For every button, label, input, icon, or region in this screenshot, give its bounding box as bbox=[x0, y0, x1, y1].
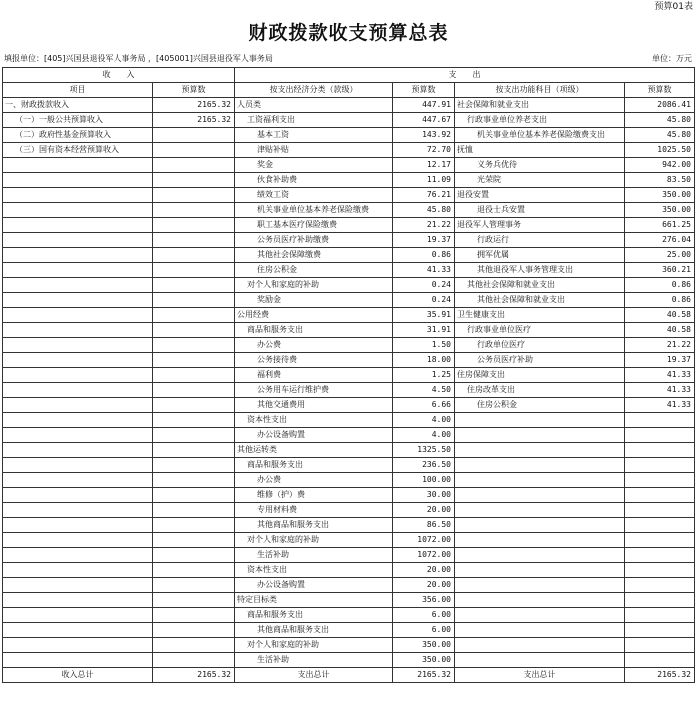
func-item: 退役军人管理事务 bbox=[455, 218, 625, 233]
econ-amount: 1325.50 bbox=[393, 443, 455, 458]
econ-item: 公用经费 bbox=[235, 308, 393, 323]
income-amount bbox=[153, 203, 235, 218]
econ-amount: 356.00 bbox=[393, 593, 455, 608]
table-row bbox=[3, 623, 695, 638]
table-row bbox=[3, 488, 695, 503]
func-item bbox=[455, 473, 625, 488]
income-amount bbox=[153, 323, 235, 338]
func-amount bbox=[625, 413, 695, 428]
econ-item: 商品和服务支出 bbox=[235, 458, 393, 473]
econ-item: 公务接待费 bbox=[235, 353, 393, 368]
income-item bbox=[3, 353, 153, 368]
table-row bbox=[3, 533, 695, 548]
income-item bbox=[3, 308, 153, 323]
income-item bbox=[3, 278, 153, 293]
col-header-func: 按支出功能科目（项级） bbox=[455, 83, 625, 98]
econ-amount: 1072.00 bbox=[393, 533, 455, 548]
econ-item: 奖金 bbox=[235, 158, 393, 173]
income-amount bbox=[153, 398, 235, 413]
func-item: 其他社会保障和就业支出 bbox=[455, 278, 625, 293]
econ-amount: 143.92 bbox=[393, 128, 455, 143]
func-item: 其他退役军人事务管理支出 bbox=[455, 263, 625, 278]
table-row bbox=[3, 218, 695, 233]
func-amount bbox=[625, 653, 695, 668]
income-amount bbox=[153, 188, 235, 203]
func-total-label: 支出总计 bbox=[455, 668, 625, 683]
income-item bbox=[3, 443, 153, 458]
table-row bbox=[3, 323, 695, 338]
func-amount: 2086.41 bbox=[625, 98, 695, 113]
func-amount: 350.00 bbox=[625, 188, 695, 203]
income-amount bbox=[153, 353, 235, 368]
income-item bbox=[3, 518, 153, 533]
income-item bbox=[3, 383, 153, 398]
econ-item: 办公设备购置 bbox=[235, 578, 393, 593]
econ-amount: 447.91 bbox=[393, 98, 455, 113]
econ-item: 专用材料费 bbox=[235, 503, 393, 518]
func-item bbox=[455, 653, 625, 668]
col-header-econ-budget: 预算数 bbox=[393, 83, 455, 98]
income-item bbox=[3, 533, 153, 548]
econ-item: 办公费 bbox=[235, 473, 393, 488]
income-amount: 2165.32 bbox=[153, 113, 235, 128]
func-item: 光荣院 bbox=[455, 173, 625, 188]
econ-item: 商品和服务支出 bbox=[235, 608, 393, 623]
econ-item: 生活补助 bbox=[235, 653, 393, 668]
income-amount bbox=[153, 578, 235, 593]
func-item bbox=[455, 533, 625, 548]
table-row bbox=[3, 203, 695, 218]
income-amount bbox=[153, 308, 235, 323]
income-item bbox=[3, 488, 153, 503]
func-amount bbox=[625, 518, 695, 533]
econ-amount: 21.22 bbox=[393, 218, 455, 233]
form-code: 预算01表 bbox=[654, 2, 693, 12]
func-item bbox=[455, 608, 625, 623]
income-amount bbox=[153, 263, 235, 278]
func-item: 其他社会保障和就业支出 bbox=[455, 293, 625, 308]
table-row bbox=[3, 548, 695, 563]
income-amount bbox=[153, 533, 235, 548]
income-item bbox=[3, 368, 153, 383]
income-item bbox=[3, 623, 153, 638]
table-row bbox=[3, 443, 695, 458]
income-amount bbox=[153, 548, 235, 563]
func-amount bbox=[625, 488, 695, 503]
table-row bbox=[3, 143, 695, 158]
func-amount bbox=[625, 473, 695, 488]
func-amount bbox=[625, 458, 695, 473]
income-amount bbox=[153, 128, 235, 143]
income-amount bbox=[153, 608, 235, 623]
income-amount bbox=[153, 293, 235, 308]
econ-amount: 20.00 bbox=[393, 503, 455, 518]
func-item bbox=[455, 638, 625, 653]
income-amount bbox=[153, 488, 235, 503]
func-amount: 45.80 bbox=[625, 128, 695, 143]
func-item bbox=[455, 593, 625, 608]
func-amount bbox=[625, 578, 695, 593]
func-item bbox=[455, 428, 625, 443]
income-amount bbox=[153, 383, 235, 398]
income-amount bbox=[153, 563, 235, 578]
income-amount bbox=[153, 518, 235, 533]
econ-item: 机关事业单位基本养老保险缴费 bbox=[235, 203, 393, 218]
econ-item: 其他交通费用 bbox=[235, 398, 393, 413]
table-row bbox=[3, 473, 695, 488]
income-amount bbox=[153, 473, 235, 488]
header-group-row bbox=[3, 68, 695, 83]
func-item bbox=[455, 623, 625, 638]
econ-amount: 20.00 bbox=[393, 578, 455, 593]
func-amount bbox=[625, 593, 695, 608]
income-item bbox=[3, 593, 153, 608]
econ-item: 津贴补贴 bbox=[235, 143, 393, 158]
func-amount bbox=[625, 563, 695, 578]
func-item bbox=[455, 518, 625, 533]
income-header: 收 入 bbox=[3, 68, 235, 83]
func-amount: 41.33 bbox=[625, 398, 695, 413]
func-item: 机关事业单位基本养老保险缴费支出 bbox=[455, 128, 625, 143]
income-amount bbox=[153, 638, 235, 653]
econ-amount: 19.37 bbox=[393, 233, 455, 248]
income-amount bbox=[153, 503, 235, 518]
func-item: 行政单位医疗 bbox=[455, 338, 625, 353]
income-item bbox=[3, 188, 153, 203]
econ-item: 资本性支出 bbox=[235, 413, 393, 428]
table-row bbox=[3, 398, 695, 413]
econ-item: 职工基本医疗保险缴费 bbox=[235, 218, 393, 233]
income-amount bbox=[153, 443, 235, 458]
income-item bbox=[3, 548, 153, 563]
econ-amount: 20.00 bbox=[393, 563, 455, 578]
table-row bbox=[3, 383, 695, 398]
econ-amount: 4.50 bbox=[393, 383, 455, 398]
econ-amount: 0.24 bbox=[393, 293, 455, 308]
table-row bbox=[3, 458, 695, 473]
income-amount bbox=[153, 143, 235, 158]
func-item bbox=[455, 503, 625, 518]
func-item bbox=[455, 578, 625, 593]
income-item bbox=[3, 398, 153, 413]
income-item bbox=[3, 218, 153, 233]
econ-amount: 1.25 bbox=[393, 368, 455, 383]
table-row bbox=[3, 233, 695, 248]
income-item bbox=[3, 578, 153, 593]
func-item bbox=[455, 413, 625, 428]
income-item: （三）国有资本经营预算收入 bbox=[3, 143, 153, 158]
func-amount bbox=[625, 608, 695, 623]
income-item: 一、财政拨款收入 bbox=[3, 98, 153, 113]
func-amount bbox=[625, 428, 695, 443]
func-amount: 942.00 bbox=[625, 158, 695, 173]
col-header-income-budget: 预算数 bbox=[153, 83, 235, 98]
income-item bbox=[3, 293, 153, 308]
func-amount: 661.25 bbox=[625, 218, 695, 233]
econ-item: 特定目标类 bbox=[235, 593, 393, 608]
table-row bbox=[3, 518, 695, 533]
func-amount: 350.00 bbox=[625, 203, 695, 218]
income-item bbox=[3, 248, 153, 263]
table-row bbox=[3, 173, 695, 188]
table-row bbox=[3, 608, 695, 623]
func-item: 公务员医疗补助 bbox=[455, 353, 625, 368]
col-header-func-budget: 预算数 bbox=[625, 83, 695, 98]
income-item bbox=[3, 563, 153, 578]
table-row bbox=[3, 368, 695, 383]
econ-amount: 35.91 bbox=[393, 308, 455, 323]
econ-item: 办公设备购置 bbox=[235, 428, 393, 443]
econ-amount: 0.86 bbox=[393, 248, 455, 263]
func-item bbox=[455, 443, 625, 458]
econ-item: 住房公积金 bbox=[235, 263, 393, 278]
econ-amount: 72.70 bbox=[393, 143, 455, 158]
func-item bbox=[455, 458, 625, 473]
func-item: 义务兵优待 bbox=[455, 158, 625, 173]
func-amount: 360.21 bbox=[625, 263, 695, 278]
table-row bbox=[3, 503, 695, 518]
func-item: 住房改革支出 bbox=[455, 383, 625, 398]
func-amount bbox=[625, 503, 695, 518]
econ-amount: 86.50 bbox=[393, 518, 455, 533]
income-amount bbox=[153, 338, 235, 353]
func-item: 社会保障和就业支出 bbox=[455, 98, 625, 113]
income-amount bbox=[153, 233, 235, 248]
econ-amount: 100.00 bbox=[393, 473, 455, 488]
econ-item: 商品和服务支出 bbox=[235, 323, 393, 338]
func-amount: 45.80 bbox=[625, 113, 695, 128]
income-item bbox=[3, 263, 153, 278]
econ-item: 办公费 bbox=[235, 338, 393, 353]
econ-item: 人员类 bbox=[235, 98, 393, 113]
econ-amount: 6.66 bbox=[393, 398, 455, 413]
income-item bbox=[3, 323, 153, 338]
func-amount bbox=[625, 548, 695, 563]
func-amount: 40.58 bbox=[625, 323, 695, 338]
econ-item: 生活补助 bbox=[235, 548, 393, 563]
table-body bbox=[3, 98, 695, 668]
econ-amount: 1.50 bbox=[393, 338, 455, 353]
table-row bbox=[3, 338, 695, 353]
func-item bbox=[455, 548, 625, 563]
econ-item: 维修（护）费 bbox=[235, 488, 393, 503]
header-column-row bbox=[3, 83, 695, 98]
econ-amount: 31.91 bbox=[393, 323, 455, 338]
func-item: 行政事业单位养老支出 bbox=[455, 113, 625, 128]
func-amount bbox=[625, 638, 695, 653]
func-amount: 41.33 bbox=[625, 383, 695, 398]
econ-amount: 350.00 bbox=[393, 638, 455, 653]
info-line bbox=[4, 53, 692, 65]
income-item bbox=[3, 158, 153, 173]
econ-amount: 76.21 bbox=[393, 188, 455, 203]
econ-amount: 1072.00 bbox=[393, 548, 455, 563]
econ-amount: 0.24 bbox=[393, 278, 455, 293]
func-item: 行政事业单位医疗 bbox=[455, 323, 625, 338]
econ-item: 奖励金 bbox=[235, 293, 393, 308]
func-amount bbox=[625, 443, 695, 458]
income-item: （二）政府性基金预算收入 bbox=[3, 128, 153, 143]
income-amount bbox=[153, 173, 235, 188]
func-amount: 19.37 bbox=[625, 353, 695, 368]
income-item bbox=[3, 503, 153, 518]
econ-amount: 236.50 bbox=[393, 458, 455, 473]
income-amount bbox=[153, 368, 235, 383]
income-amount bbox=[153, 218, 235, 233]
econ-total-amount: 2165.32 bbox=[393, 668, 455, 683]
income-item bbox=[3, 338, 153, 353]
econ-item: 对个人和家庭的补助 bbox=[235, 533, 393, 548]
func-item: 抚恤 bbox=[455, 143, 625, 158]
table-row bbox=[3, 308, 695, 323]
income-amount: 2165.32 bbox=[153, 98, 235, 113]
econ-item: 对个人和家庭的补助 bbox=[235, 278, 393, 293]
income-item bbox=[3, 428, 153, 443]
table-row bbox=[3, 593, 695, 608]
table-row bbox=[3, 113, 695, 128]
income-item bbox=[3, 653, 153, 668]
econ-item: 其他商品和服务支出 bbox=[235, 518, 393, 533]
func-amount: 0.86 bbox=[625, 278, 695, 293]
econ-item: 基本工资 bbox=[235, 128, 393, 143]
income-amount bbox=[153, 428, 235, 443]
func-amount: 0.86 bbox=[625, 293, 695, 308]
econ-amount: 41.33 bbox=[393, 263, 455, 278]
econ-item: 其他运转类 bbox=[235, 443, 393, 458]
econ-item: 对个人和家庭的补助 bbox=[235, 638, 393, 653]
filing-unit: 填报单位：[405]兴国县退役军人事务局 ，[405001]兴国县退役军人事务局 bbox=[4, 54, 273, 63]
econ-item: 公务员医疗补助缴费 bbox=[235, 233, 393, 248]
econ-item: 绩效工资 bbox=[235, 188, 393, 203]
econ-amount: 4.00 bbox=[393, 413, 455, 428]
page-title: 财政拨款收支预算总表 bbox=[248, 22, 449, 44]
econ-item: 其他商品和服务支出 bbox=[235, 623, 393, 638]
income-item bbox=[3, 173, 153, 188]
income-total-amount: 2165.32 bbox=[153, 668, 235, 683]
col-header-item: 项目 bbox=[3, 83, 153, 98]
func-item: 退役安置 bbox=[455, 188, 625, 203]
table-row bbox=[3, 158, 695, 173]
func-item: 行政运行 bbox=[455, 233, 625, 248]
func-item: 住房保障支出 bbox=[455, 368, 625, 383]
econ-amount: 447.67 bbox=[393, 113, 455, 128]
func-total-amount: 2165.32 bbox=[625, 668, 695, 683]
table-row bbox=[3, 278, 695, 293]
func-amount: 40.58 bbox=[625, 308, 695, 323]
econ-total-label: 支出总计 bbox=[235, 668, 393, 683]
income-amount bbox=[153, 653, 235, 668]
currency-unit: 单位：万元 bbox=[652, 54, 692, 63]
income-item: （一）一般公共预算收入 bbox=[3, 113, 153, 128]
econ-amount: 18.00 bbox=[393, 353, 455, 368]
income-amount bbox=[153, 248, 235, 263]
table-row bbox=[3, 353, 695, 368]
income-item bbox=[3, 203, 153, 218]
func-item: 拥军优属 bbox=[455, 248, 625, 263]
econ-amount: 6.00 bbox=[393, 608, 455, 623]
col-header-econ: 按支出经济分类（款级） bbox=[235, 83, 393, 98]
income-item bbox=[3, 458, 153, 473]
econ-amount: 45.80 bbox=[393, 203, 455, 218]
func-item: 住房公积金 bbox=[455, 398, 625, 413]
income-item bbox=[3, 608, 153, 623]
econ-item: 工资福利支出 bbox=[235, 113, 393, 128]
income-item bbox=[3, 233, 153, 248]
func-item bbox=[455, 488, 625, 503]
income-amount bbox=[153, 623, 235, 638]
econ-item: 资本性支出 bbox=[235, 563, 393, 578]
totals-row bbox=[3, 668, 695, 683]
func-amount: 41.33 bbox=[625, 368, 695, 383]
income-amount bbox=[153, 593, 235, 608]
func-amount: 21.22 bbox=[625, 338, 695, 353]
budget-table bbox=[2, 67, 695, 683]
econ-amount: 4.00 bbox=[393, 428, 455, 443]
econ-amount: 30.00 bbox=[393, 488, 455, 503]
table-row bbox=[3, 638, 695, 653]
table-row bbox=[3, 128, 695, 143]
table-row bbox=[3, 98, 695, 113]
table-row bbox=[3, 413, 695, 428]
econ-item: 福利费 bbox=[235, 368, 393, 383]
econ-item: 公务用车运行维护费 bbox=[235, 383, 393, 398]
func-amount: 83.50 bbox=[625, 173, 695, 188]
econ-amount: 11.09 bbox=[393, 173, 455, 188]
econ-item: 伙食补助费 bbox=[235, 173, 393, 188]
income-item bbox=[3, 413, 153, 428]
income-total-label: 收入总计 bbox=[3, 668, 153, 683]
econ-amount: 350.00 bbox=[393, 653, 455, 668]
table-row bbox=[3, 653, 695, 668]
income-amount bbox=[153, 278, 235, 293]
table-row bbox=[3, 428, 695, 443]
income-amount bbox=[153, 458, 235, 473]
income-item bbox=[3, 638, 153, 653]
func-item bbox=[455, 563, 625, 578]
func-amount bbox=[625, 533, 695, 548]
table-row bbox=[3, 188, 695, 203]
econ-amount: 12.17 bbox=[393, 158, 455, 173]
table-row bbox=[3, 563, 695, 578]
func-amount: 25.00 bbox=[625, 248, 695, 263]
table-row bbox=[3, 578, 695, 593]
func-item: 退役士兵安置 bbox=[455, 203, 625, 218]
expense-header: 支 出 bbox=[235, 68, 695, 83]
table-row bbox=[3, 293, 695, 308]
func-amount bbox=[625, 623, 695, 638]
econ-amount: 6.00 bbox=[393, 623, 455, 638]
func-amount: 1025.50 bbox=[625, 143, 695, 158]
func-amount: 276.04 bbox=[625, 233, 695, 248]
table-row bbox=[3, 263, 695, 278]
income-item bbox=[3, 473, 153, 488]
income-amount bbox=[153, 158, 235, 173]
func-item: 卫生健康支出 bbox=[455, 308, 625, 323]
income-amount bbox=[153, 413, 235, 428]
table-row bbox=[3, 248, 695, 263]
econ-item: 其他社会保障缴费 bbox=[235, 248, 393, 263]
